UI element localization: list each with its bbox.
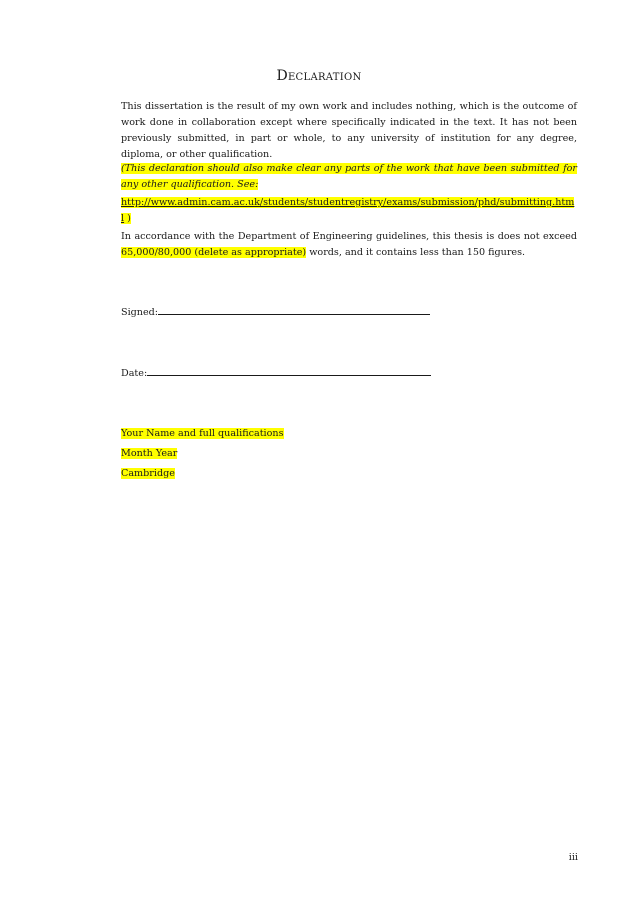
author-name: Your Name and full qualifications [121, 428, 284, 439]
declaration-paragraph: This dissertation is the result of my own work and includes nothing, which is the outcome of work done in collaboration except where specifically indicated in the text. It has not been previously submitted, in part or whole, to any university of institution for any degree, diploma, or other qualification. [121, 101, 577, 160]
word-limit-paragraph [121, 229, 577, 261]
page-number: iii [568, 852, 578, 863]
date-blank[interactable] [147, 367, 431, 376]
highlighted-note: (This declaration should also make clear any parts of the work that have been submitted for any other qualification. See: [121, 163, 577, 190]
place: Cambridge [121, 468, 175, 479]
margin-watermark [14, 822, 20, 882]
place-line [121, 466, 175, 482]
word-limit-prefix: In accordance with the Department of Engineering guidelines, this thesis is does not exceed [121, 231, 577, 242]
signed-label: Signed: [121, 307, 159, 318]
link-paragraph [121, 195, 577, 227]
signature-blank[interactable] [158, 306, 430, 315]
link-suffix: ) [124, 213, 131, 224]
date-line [121, 367, 431, 379]
note-paragraph [121, 161, 577, 193]
author-name-line [121, 426, 284, 442]
month-year-line [121, 446, 177, 462]
word-limit-suffix: words, and it contains less than 150 figures. [306, 247, 526, 258]
date-label: Date: [121, 368, 148, 379]
word-limit-highlight: 65,000/80,000 (delete as appropriate) [121, 247, 307, 258]
signature-line [121, 306, 430, 318]
submission-link[interactable]: http://www.admin.cam.ac.uk/students/studentregistry/exams/submission/phd/submitting.html [121, 197, 575, 224]
link-highlight [121, 197, 574, 224]
page-title: Declaration [276, 68, 362, 84]
month-year: Month Year [121, 448, 178, 459]
